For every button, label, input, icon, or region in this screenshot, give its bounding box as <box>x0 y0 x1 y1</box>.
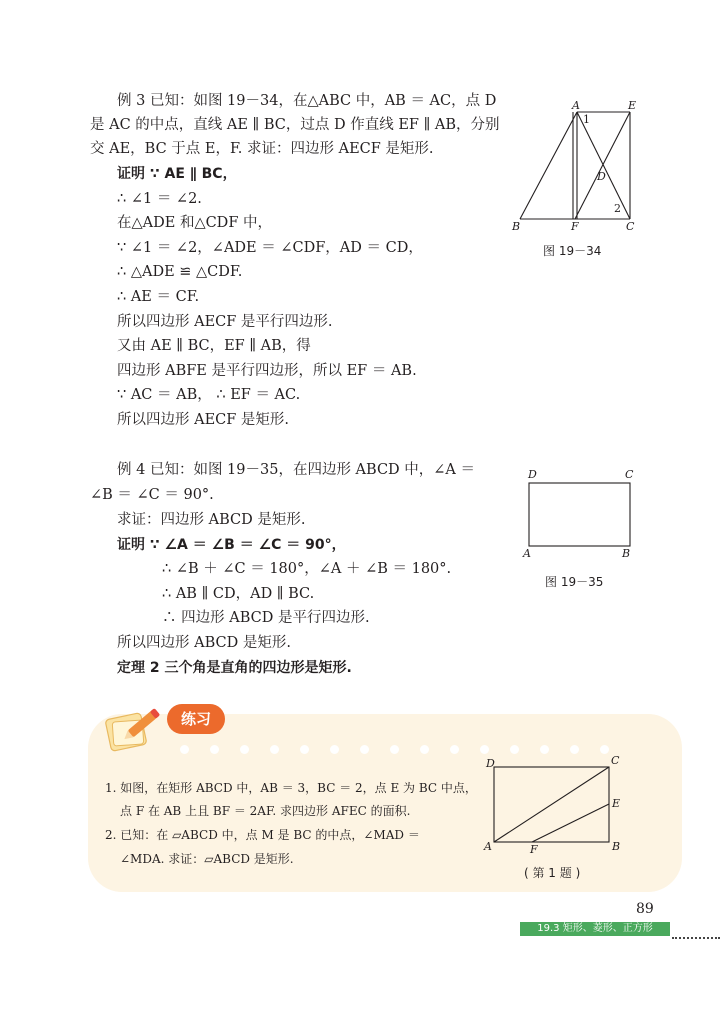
theorem-2: 定理 2 三个角是直角的四边形是矩形. <box>117 660 352 676</box>
practice-title: 练习 <box>167 704 225 734</box>
proof-line: 所以四边形 AECF 是平行四边形. <box>117 314 333 330</box>
exercise-figure <box>488 760 621 850</box>
proof-line: ∴ △ADE ≌ △CDF. <box>117 264 243 280</box>
point-label-F: F <box>571 220 579 233</box>
pencil-icon <box>100 702 166 756</box>
proof-line: 在△ADE 和△CDF 中， <box>117 215 272 231</box>
proof-line: 四边形 ABFE 是平行四边形，所以 EF ＝ AB. <box>117 363 417 379</box>
proof-line: ∵ AC ＝ AB， ∴ EF ＝ AC. <box>117 387 301 403</box>
point-label-A: A <box>523 547 531 560</box>
exercise-line: 点 F 在 AB 上且 BF ＝ 2AF. 求四边形 AFEC 的面积. <box>120 804 411 818</box>
proof-line: ∴ AB ∥ CD，AD ∥ BC. <box>162 586 315 602</box>
figure-19-34 <box>500 95 650 235</box>
angle-label-1: 1 <box>583 113 590 126</box>
point-label-B: B <box>612 840 621 853</box>
example4-line: ∠B ＝ ∠C ＝ 90°. <box>90 487 214 503</box>
example3-line: 是 AC 的中点，直线 AE ∥ BC，过点 D 作直线 EF ∥ AB，分别 <box>90 117 500 133</box>
exercise-line: 1. 如图，在矩形 ABCD 中，AB ＝ 3，BC ＝ 2，点 E 为 BC 中点， <box>105 781 477 795</box>
proof-line: ∴ 四边形 ABCD 是平行四边形. <box>162 610 370 626</box>
figure-caption: 图 19－35 <box>545 575 604 589</box>
example4-line: 例 4 已知：如图 19－35，在四边形 ABCD 中，∠A ＝ <box>117 462 476 478</box>
point-label-B: B <box>622 547 631 560</box>
proof-line: ∴ ∠B ＋ ∠C ＝ 180°，∠A ＋ ∠B ＝ 180°. <box>162 561 452 577</box>
practice-dots <box>180 739 630 758</box>
proof-line: 又由 AE ∥ BC，EF ∥ AB，得 <box>117 338 311 354</box>
proof-line: ∴ AE ＝ CF. <box>117 289 200 305</box>
angle-label-2: 2 <box>614 202 621 215</box>
point-label-E: E <box>612 797 621 810</box>
figure-19-35 <box>525 480 635 550</box>
point-label-C: C <box>626 220 635 233</box>
proof-line: 所以四边形 AECF 是矩形. <box>117 412 290 428</box>
figure-caption: ( 第 1 题 ) <box>524 866 581 880</box>
point-label-D: D <box>528 468 537 481</box>
point-label-A: A <box>572 99 580 112</box>
point-label-F: F <box>530 843 538 856</box>
section-label: 19.3 矩形、菱形、正方形 <box>520 922 670 936</box>
exercise-line: ∠MDA. 求证：▱ABCD 是矩形. <box>120 852 294 866</box>
example3-line: 例 3 已知：如图 19－34，在△ABC 中，AB ＝ AC，点 D <box>117 93 497 109</box>
proof-line: 证明 ∵ AE ∥ BC， <box>117 166 237 182</box>
example4-line: 求证：四边形 ABCD 是矩形. <box>117 512 306 528</box>
point-label-B: B <box>512 220 521 233</box>
proof-line: 证明 ∵ ∠A ＝ ∠B ＝ ∠C ＝ 90°， <box>117 537 346 553</box>
proof-line: 所以四边形 ABCD 是矩形. <box>117 635 291 651</box>
example3-line: 交 AE，BC 于点 E，F. 求证：四边形 AECF 是矩形. <box>90 141 434 157</box>
point-label-D: D <box>597 170 606 183</box>
point-label-C: C <box>625 468 634 481</box>
figure-caption: 图 19－34 <box>543 244 602 258</box>
point-label-E: E <box>628 99 637 112</box>
point-label-C: C <box>611 754 620 767</box>
proof-line: ∴ ∠1 ＝ ∠2. <box>117 191 202 207</box>
point-label-D: D <box>486 757 495 770</box>
exercise-line: 2. 已知：在 ▱ABCD 中，点 M 是 BC 的中点，∠MAD ＝ <box>105 828 420 842</box>
page-number: 89 <box>636 901 654 917</box>
point-label-A: A <box>484 840 492 853</box>
footer-dotted-line <box>672 937 720 939</box>
proof-line: ∵ ∠1 ＝ ∠2，∠ADE ＝ ∠CDF，AD ＝ CD， <box>117 240 423 256</box>
